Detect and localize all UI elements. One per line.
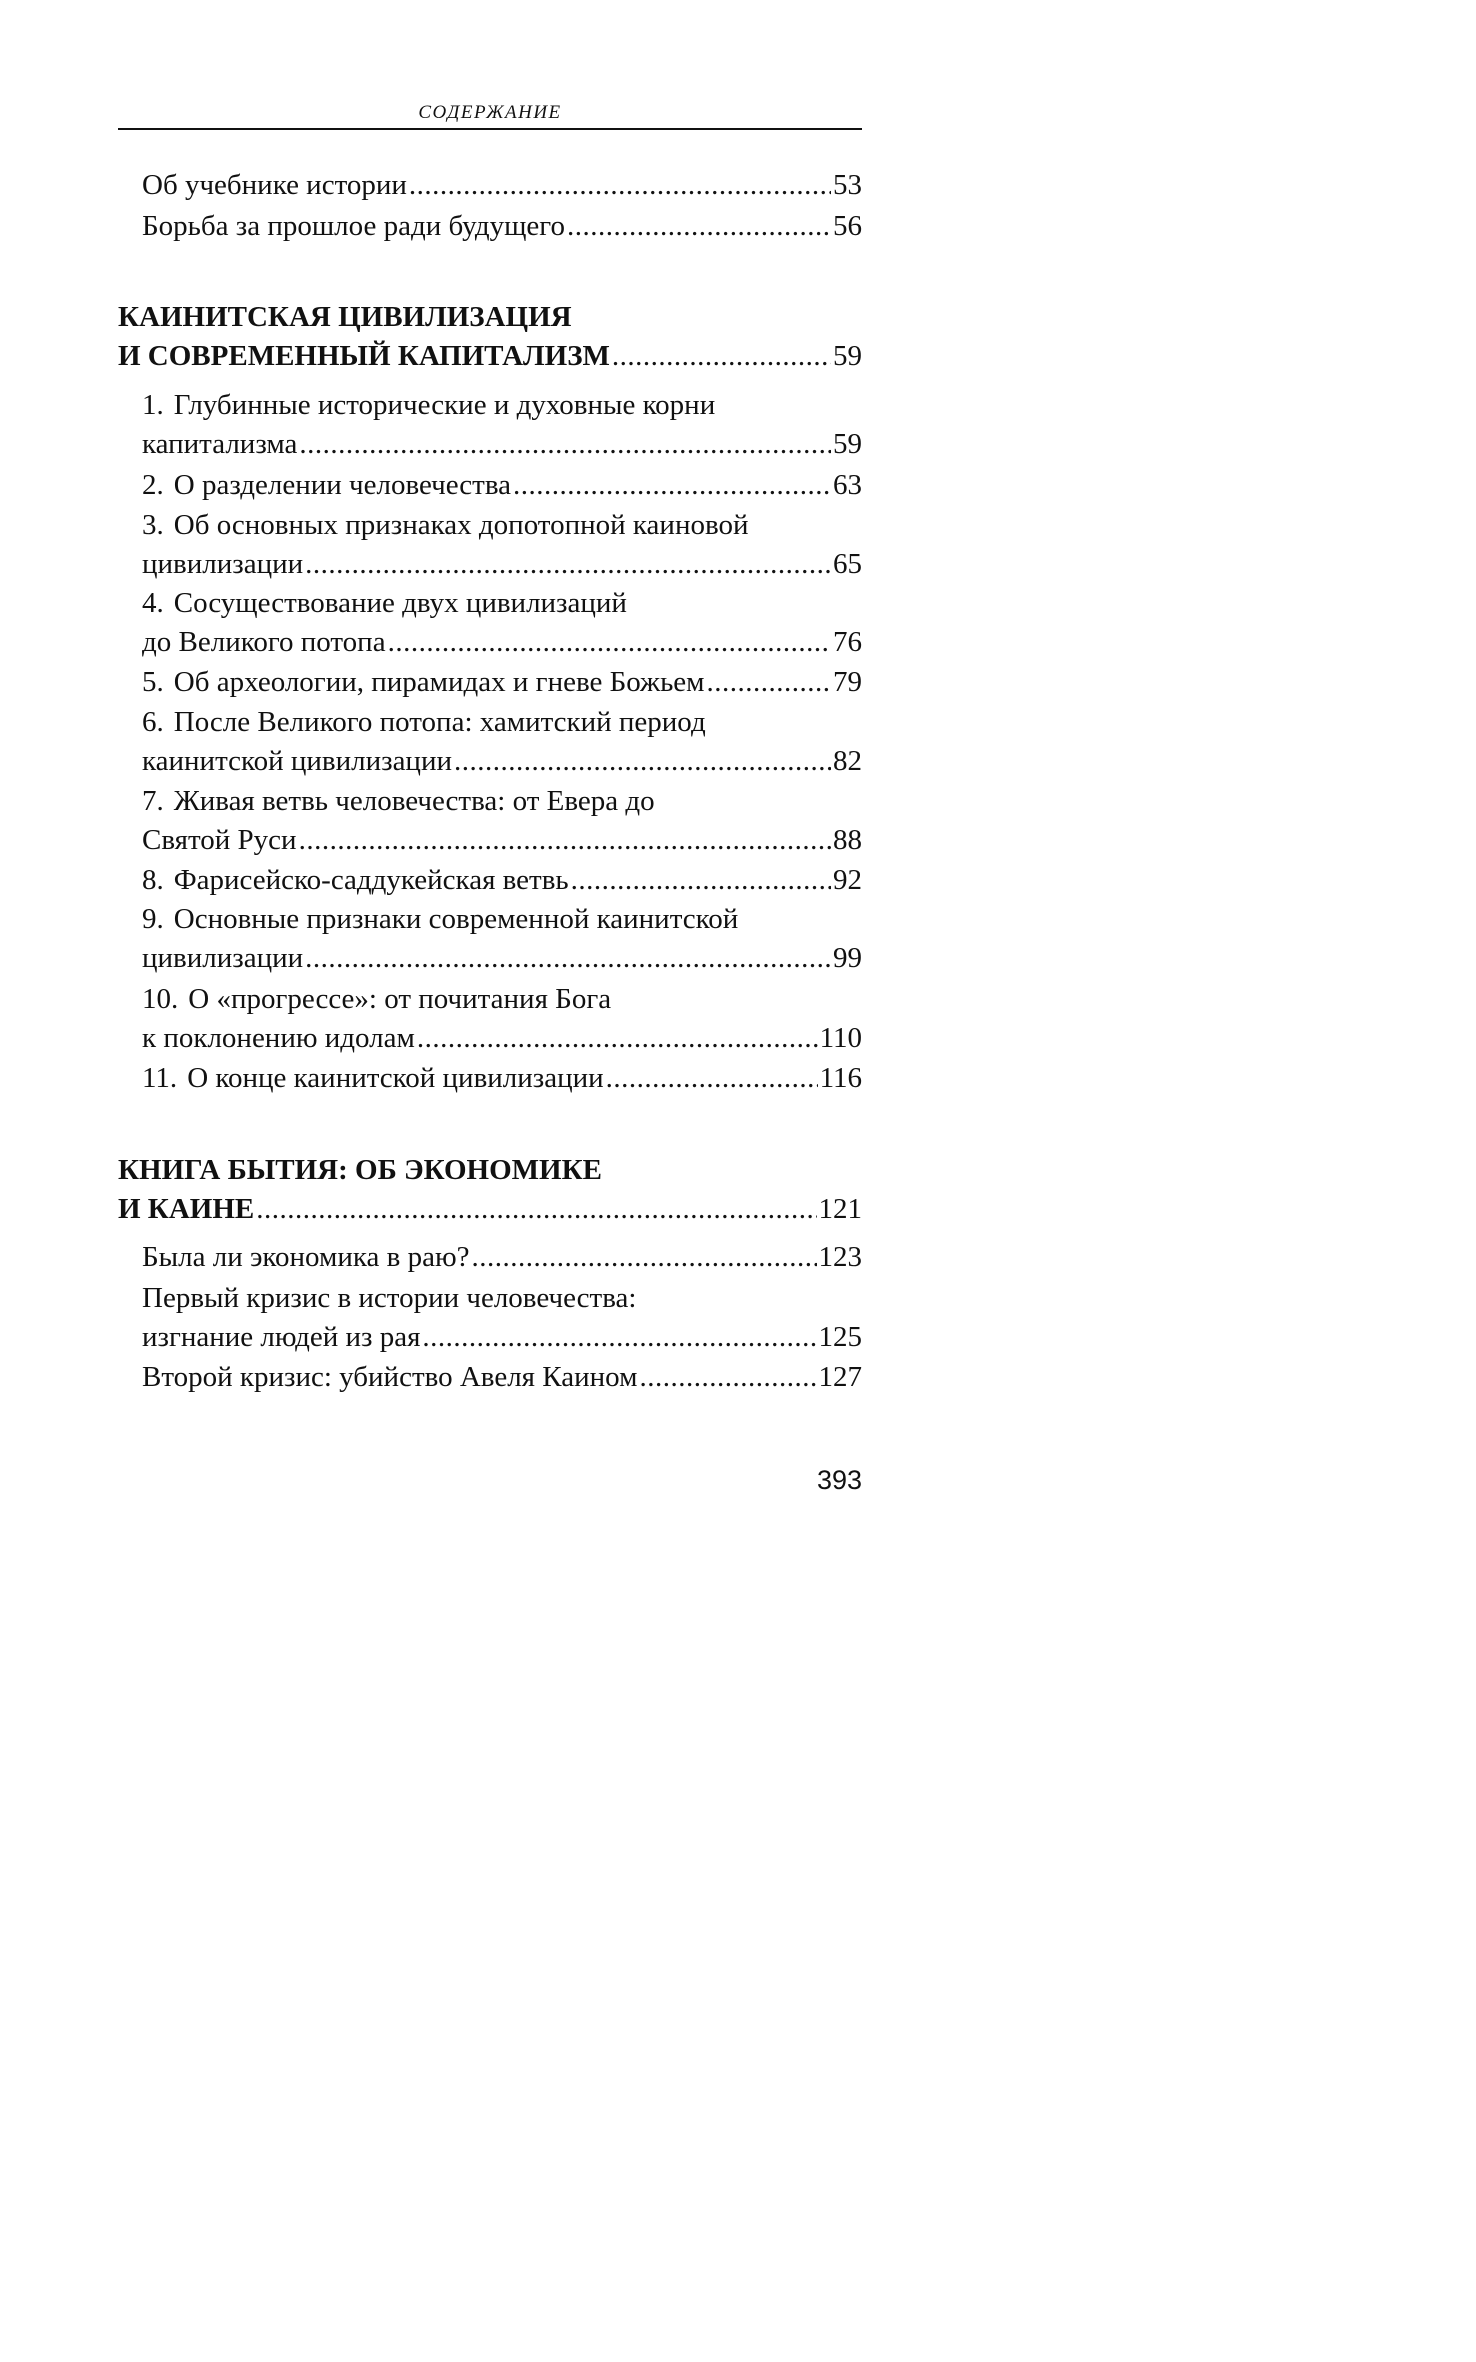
- toc-entry-number: 2.: [142, 469, 164, 501]
- dot-leader: [612, 337, 831, 376]
- toc-page-number: 59: [833, 340, 862, 372]
- toc-entry-title: Борьба за прошлое ради будущего: [142, 210, 565, 242]
- toc-entry-title: капитализма: [142, 428, 298, 460]
- dot-leader: [417, 1019, 818, 1058]
- toc-entry[interactable]: [142, 386, 862, 464]
- toc-entry-title: О «прогрессе»: от почитания Бога: [188, 983, 612, 1015]
- dot-leader: [567, 207, 831, 246]
- toc-page-number: 110: [819, 1022, 862, 1054]
- toc-page-number: 76: [833, 626, 862, 658]
- toc-page-number: 79: [833, 666, 862, 698]
- running-head: СОДЕРЖАНИЕ: [418, 102, 562, 123]
- toc-entry[interactable]: [142, 980, 862, 1058]
- toc-entry-number: 5.: [142, 666, 164, 698]
- toc-entry-title: к поклонению идолам: [142, 1022, 415, 1054]
- dot-leader: [707, 663, 831, 702]
- toc-entry-title: После Великого потопа: хамитский период: [173, 706, 706, 738]
- toc-entry[interactable]: [142, 207, 862, 246]
- dot-leader: [472, 1238, 817, 1277]
- section-title-line: КНИГА БЫТИЯ: ОБ ЭКОНОМИКЕ: [118, 1154, 602, 1186]
- toc-entry-title: Первый кризис в истории человечества:: [142, 1282, 637, 1314]
- toc-entry[interactable]: [142, 1279, 862, 1357]
- toc-entry-title: Об учебнике истории: [142, 169, 407, 201]
- page-number: 393: [816, 1465, 862, 1495]
- dot-leader: [639, 1358, 816, 1397]
- section-title-line: И КАИНЕ: [118, 1193, 255, 1225]
- toc-entry[interactable]: [142, 506, 862, 584]
- toc-entry-title: каинитской цивилизации: [142, 745, 452, 777]
- toc-entry-title: О разделении человечества: [173, 469, 512, 501]
- toc-entry-title: Об археологии, пирамидах и гневе Божьем: [173, 666, 705, 698]
- toc-entry-number: 8.: [142, 864, 164, 896]
- header-rule: [118, 128, 862, 130]
- toc-entry-title: цивилизации: [142, 548, 304, 580]
- toc-entry-title: Фарисейско-саддукейская ветвь: [173, 864, 569, 896]
- toc-page-number: 65: [833, 548, 862, 580]
- toc-entry-title: изгнание людей из рая: [142, 1321, 421, 1353]
- dot-leader: [454, 742, 831, 781]
- toc-page-number: 53: [833, 169, 862, 201]
- toc-entry-number: 4.: [142, 587, 164, 619]
- dot-leader: [305, 545, 831, 584]
- dot-leader: [513, 466, 831, 505]
- toc-page-number: 125: [818, 1321, 862, 1353]
- toc-entry-title: цивилизации: [142, 942, 304, 974]
- toc-entry[interactable]: [142, 782, 862, 860]
- toc-section-heading[interactable]: [118, 1151, 862, 1229]
- toc-entry[interactable]: [142, 584, 862, 662]
- toc-entry-number: 9.: [142, 903, 164, 935]
- toc-entry-title: Глубинные исторические и духовные корни: [173, 389, 716, 421]
- toc-entry[interactable]: [142, 861, 862, 900]
- toc-entry-title: Сосуществование двух цивилизаций: [173, 587, 627, 619]
- toc-page-number: 59: [833, 428, 862, 460]
- section-title-line: И СОВРЕМЕННЫЙ КАПИТАЛИЗМ: [118, 340, 610, 372]
- toc-entry[interactable]: [142, 1358, 862, 1397]
- toc-page-number: 123: [818, 1241, 862, 1273]
- toc-entry-title: Второй кризис: убийство Авеля Каином: [142, 1361, 638, 1393]
- toc-entry-title: Живая ветвь человечества: от Евера до: [173, 785, 655, 817]
- toc-page-number: 127: [818, 1361, 862, 1393]
- toc-page-number: 88: [833, 824, 862, 856]
- section-title-line: КАИНИТСКАЯ ЦИВИЛИЗАЦИЯ: [118, 301, 572, 333]
- toc-entry[interactable]: [142, 166, 862, 205]
- toc-entry[interactable]: [142, 900, 862, 978]
- toc-entry-number: 10.: [142, 983, 179, 1015]
- toc-entry-title: Об основных признаках допотопной каиновой: [173, 509, 749, 541]
- toc-entry-number: 6.: [142, 706, 164, 738]
- toc-entry-number: 11.: [142, 1062, 178, 1094]
- toc-entry-number: 7.: [142, 785, 164, 817]
- toc-entry-number: 3.: [142, 509, 164, 541]
- toc-entry[interactable]: [142, 466, 862, 505]
- toc-page-number: 82: [833, 745, 862, 777]
- toc-entry[interactable]: [142, 663, 862, 702]
- dot-leader: [299, 425, 831, 464]
- dot-leader: [409, 166, 831, 205]
- toc-page-number: 63: [833, 469, 862, 501]
- dot-leader: [422, 1318, 816, 1357]
- toc-page-number: 116: [819, 1062, 862, 1094]
- dot-leader: [299, 821, 831, 860]
- toc-entry[interactable]: [142, 1059, 862, 1098]
- dot-leader: [305, 939, 831, 978]
- toc-page-number: 56: [833, 210, 862, 242]
- dot-leader: [256, 1190, 816, 1229]
- toc-page-number: 121: [818, 1193, 862, 1225]
- toc-entry-title: Была ли экономика в раю?: [142, 1241, 470, 1273]
- dot-leader: [571, 861, 831, 900]
- toc-page-number: 99: [833, 942, 862, 974]
- toc-entry-title: Основные признаки современной каинитской: [173, 903, 739, 935]
- toc-entry[interactable]: [142, 1238, 862, 1277]
- dot-leader: [606, 1059, 818, 1098]
- toc-entry-title: Святой Руси: [142, 824, 297, 856]
- toc-section-heading[interactable]: [118, 298, 862, 376]
- toc-entry[interactable]: [142, 703, 862, 781]
- toc-entry-title: до Великого потопа: [142, 626, 386, 658]
- toc-entry-title: О конце каинитской цивилизации: [187, 1062, 604, 1094]
- toc-page-number: 92: [833, 864, 862, 896]
- toc-entry-number: 1.: [142, 389, 164, 421]
- dot-leader: [388, 623, 831, 662]
